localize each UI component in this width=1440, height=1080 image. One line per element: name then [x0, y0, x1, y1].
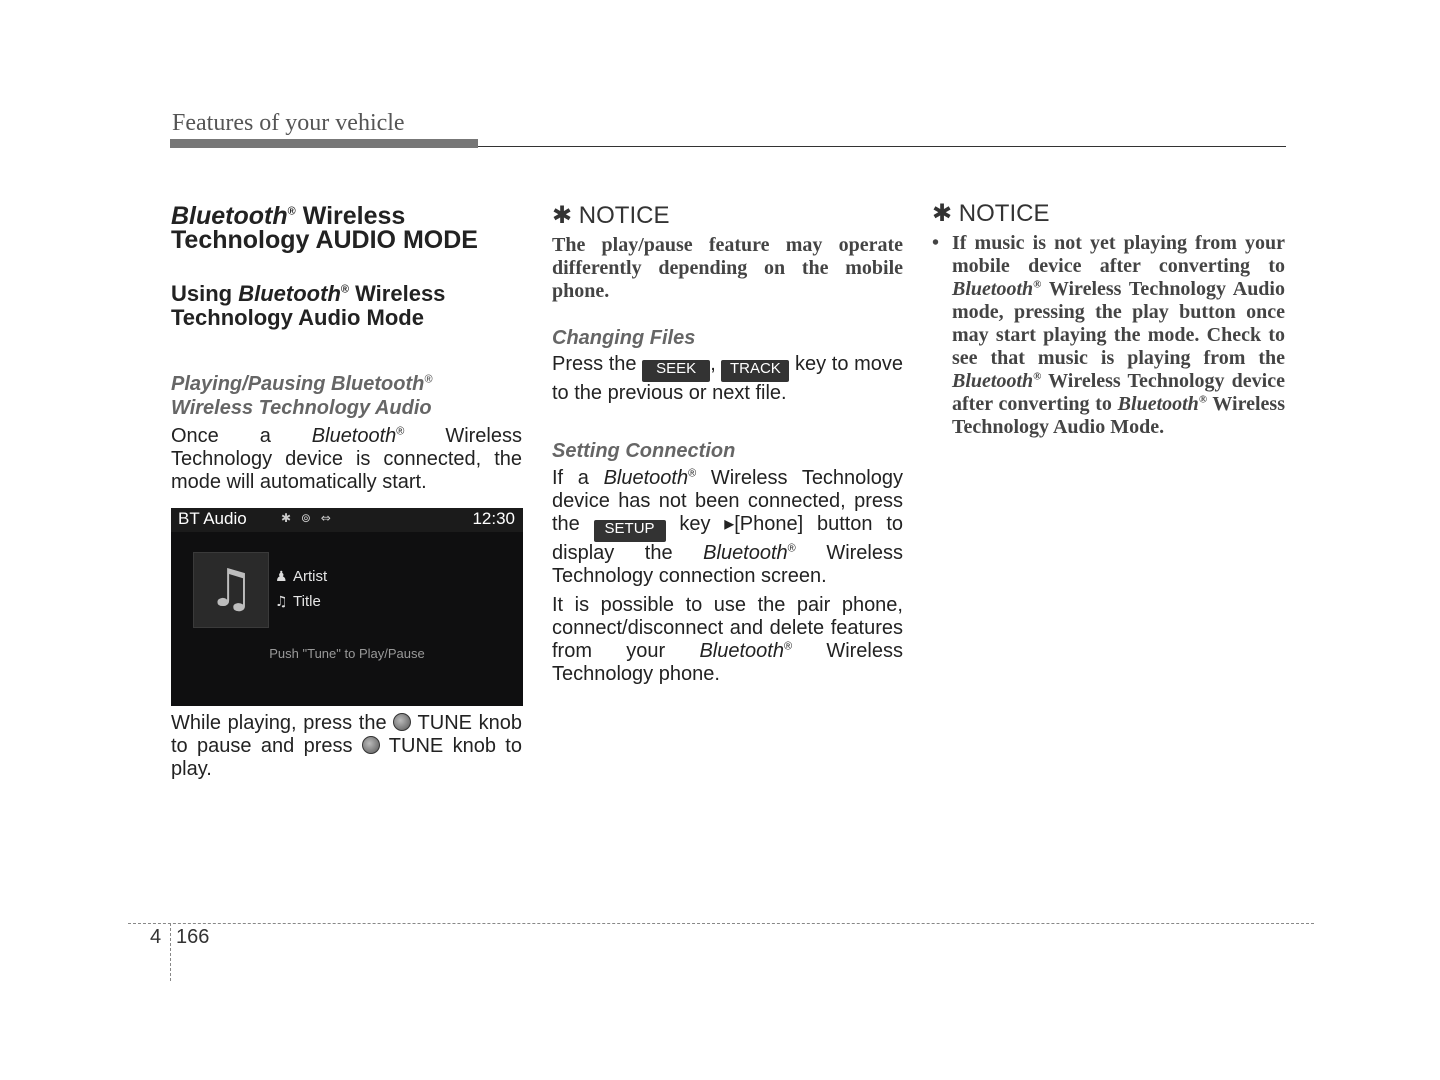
- chapter-number: 4: [150, 926, 162, 948]
- notice-bullet: [932, 232, 1285, 439]
- header-bar: [170, 139, 478, 148]
- artist-label: Artist: [293, 568, 328, 585]
- playing-pausing-heading: Playing/Pausing Bluetooth® Wireless Technology Audio: [171, 373, 433, 419]
- track-key-icon: TRACK: [721, 360, 789, 382]
- page-number: 166: [176, 926, 210, 948]
- running-header: Features of your vehicle: [172, 110, 405, 136]
- notice-text: The play/pause feature may operate differently depending on the mobile phone.: [552, 234, 903, 302]
- tune-knob-icon: [393, 713, 411, 731]
- notice-title: ✱ NOTICE: [552, 202, 670, 229]
- setting-connection-paragraph: If a Bluetooth® Wireless Technology device has not been connected, press the SETUP key ▸[Phone] button to display the Bluetooth® Wireless Technology connection screen.: [552, 467, 903, 587]
- title-row: [275, 593, 321, 610]
- mode-start-paragraph: Once a Bluetooth® Wireless Technology device is connected, the mode will automatically start.: [171, 425, 522, 493]
- album-art: [193, 552, 269, 628]
- column-middle: [552, 200, 903, 686]
- footer-divider: [170, 923, 171, 981]
- music-note-icon: ♫: [208, 559, 255, 619]
- column-right: [932, 200, 1285, 439]
- changing-files-paragraph: Press the SEEK , TRACK key to move to the previous or next file.: [552, 353, 903, 404]
- header-rule: [478, 146, 1286, 147]
- screen-clock: 12:30: [472, 509, 515, 528]
- notice-title: ✱ NOTICE: [932, 200, 1050, 227]
- column-left: [171, 200, 522, 781]
- seek-key-icon: SEEK: [642, 360, 710, 382]
- section-title: Bluetooth® Wireless Technology AUDIO MODE: [171, 202, 478, 254]
- subsection-title: Using Bluetooth® Wireless Technology Audio Mode: [171, 281, 446, 330]
- artist-row: [275, 568, 327, 585]
- changing-files-heading: Changing Files: [552, 327, 696, 349]
- pair-phone-paragraph: It is possible to use the pair phone, connect/disconnect and delete features from your Bluetooth® Wireless Technology phone.: [552, 594, 903, 685]
- tune-knob-paragraph: While playing, press the TUNE knob to pause and press TUNE knob to play.: [171, 712, 522, 780]
- setting-connection-heading: Setting Connection: [552, 440, 736, 462]
- setup-key-icon: SETUP: [594, 520, 666, 542]
- music-note-small-icon: ♫: [275, 594, 288, 610]
- status-icons: ✱ ⊚ ⇔: [281, 511, 334, 525]
- title-label: Title: [293, 593, 321, 610]
- screen-hint: Push "Tune" to Play/Pause: [269, 646, 425, 661]
- footer-rule: [128, 923, 1314, 924]
- bt-audio-screen: [171, 508, 523, 706]
- screen-title: BT Audio: [178, 509, 247, 528]
- notice-bullet-text: If music is not yet playing from your mobile device after converting to Bluetooth® Wireless Technology Audio mode, pressing the play button once may start playing the mode. Check to see that music is playing from the Bluetooth® Wireless Technology device after converting to Bluetooth® Wireless Technology Audio Mode.: [952, 232, 1285, 438]
- person-icon: ♟: [275, 569, 288, 585]
- bullet-icon: •: [932, 232, 940, 254]
- tune-knob-icon: [362, 736, 380, 754]
